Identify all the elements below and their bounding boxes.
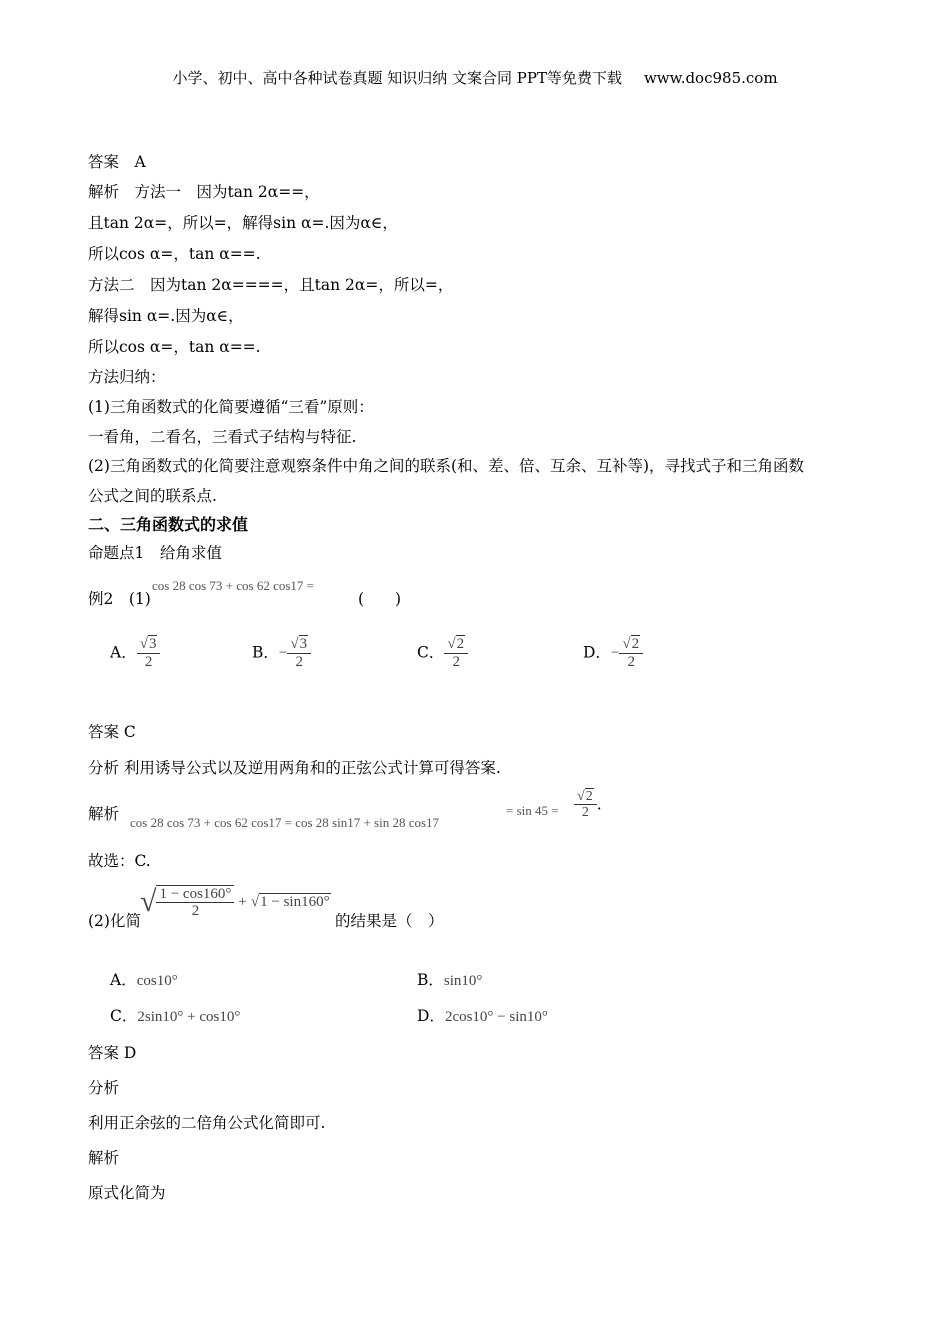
- solution-line3: 且tan 2α=，所以=，解得sin α=.因为α∈，: [88, 214, 398, 232]
- answer-a: 答案 A: [88, 153, 146, 171]
- section-title: 二、三角函数式的求值: [88, 515, 249, 534]
- example2-label: 例2 (1): [88, 590, 151, 608]
- header-right: www.doc985.com: [643, 69, 778, 87]
- method-summary-2: (2)三角函数式的化简要注意观察条件中角之间的联系(和、差、倍、互余、互补等)，寻找式子和三角函数: [88, 457, 805, 475]
- solution-method1: 解析 方法一 因为tan 2α==，: [88, 183, 320, 201]
- part2-analysis-label: 分析: [88, 1079, 120, 1097]
- example2-paren: ( ): [358, 590, 402, 608]
- example2-answer: 答案 C: [88, 723, 136, 741]
- part2-prefix: (2)化简: [88, 912, 141, 930]
- section-subtitle: 命题点1 给角求值: [88, 544, 222, 562]
- option-a-fraction: $\frac{√3}{2}$: [137, 636, 161, 670]
- method-summary-title: 方法归纳：: [88, 368, 166, 386]
- header-left: 小学、初中、高中各种试卷真题 知识归纳 文案合同 PPT等免费下载: [172, 69, 622, 87]
- example2-solution-fraction: $\frac{√2}{2}$ .: [574, 789, 602, 821]
- part2-solution-label: 解析: [88, 1149, 120, 1167]
- part2-answer: 答案 D: [88, 1044, 137, 1062]
- example2-solution-expr: cos 28 cos 73 + cos 62 cos17 = cos 28 sin17 + sin 28 cos17: [130, 815, 440, 830]
- example2-expression: cos 28 cos 73 + cos 62 cos17 =: [152, 578, 314, 593]
- example2-solution-label: 解析: [88, 805, 120, 823]
- option-b: B．− $\frac{√3}{2}$: [252, 636, 311, 670]
- option-c: C． $\frac{√2}{2}$: [417, 636, 468, 670]
- option-b-fraction: $\frac{√3}{2}$: [287, 636, 311, 670]
- part2-expression: √ $\frac{1 - \cos 160^\circ}{2}$ + √1 − sin160°: [140, 885, 330, 919]
- example2-conclusion: 故选：C.: [88, 852, 151, 870]
- option-d: D．− $\frac{√2}{2}$: [583, 636, 643, 670]
- option-d-fraction: $\frac{√2}{2}$: [619, 636, 643, 670]
- option-c-fraction: $\frac{√2}{2}$: [444, 636, 468, 670]
- solution-line6: 解得sin α=.因为α∈，: [88, 307, 244, 325]
- page-header: [0, 69, 950, 87]
- part2-option-d: D．2cos10° − sin10°: [417, 1007, 548, 1025]
- solution-method2: 方法二 因为tan 2α====，且tan 2α=，所以=，: [88, 276, 454, 294]
- solution-line7: 所以cos α=，tan α==.: [88, 338, 261, 356]
- part2-option-c: C．2sin10° + cos10°: [110, 1007, 241, 1025]
- part2-suffix: 的结果是（ ）: [335, 912, 444, 930]
- example2-solution-mid: = sin 45 =: [506, 803, 559, 818]
- option-a: A． $\frac{√3}{2}$: [110, 636, 160, 670]
- example2-analysis: 分析 利用诱导公式以及逆用两角和的正弦公式计算可得答案.: [88, 759, 501, 777]
- method-summary-1-detail: 一看角，二看名，三看式子结构与特征.: [88, 428, 357, 446]
- part2-analysis-text: 利用正余弦的二倍角公式化简即可.: [88, 1114, 326, 1132]
- method-summary-2-cont: 公式之间的联系点.: [88, 487, 217, 505]
- part2-option-b: B．sin10°: [417, 971, 483, 989]
- method-summary-1: (1)三角函数式的化简要遵循“三看”原则：: [88, 398, 374, 416]
- part2-option-a: A．cos10°: [110, 971, 178, 989]
- part2-solution-text: 原式化简为: [88, 1184, 166, 1202]
- solution-line4: 所以cos α=，tan α==.: [88, 245, 261, 263]
